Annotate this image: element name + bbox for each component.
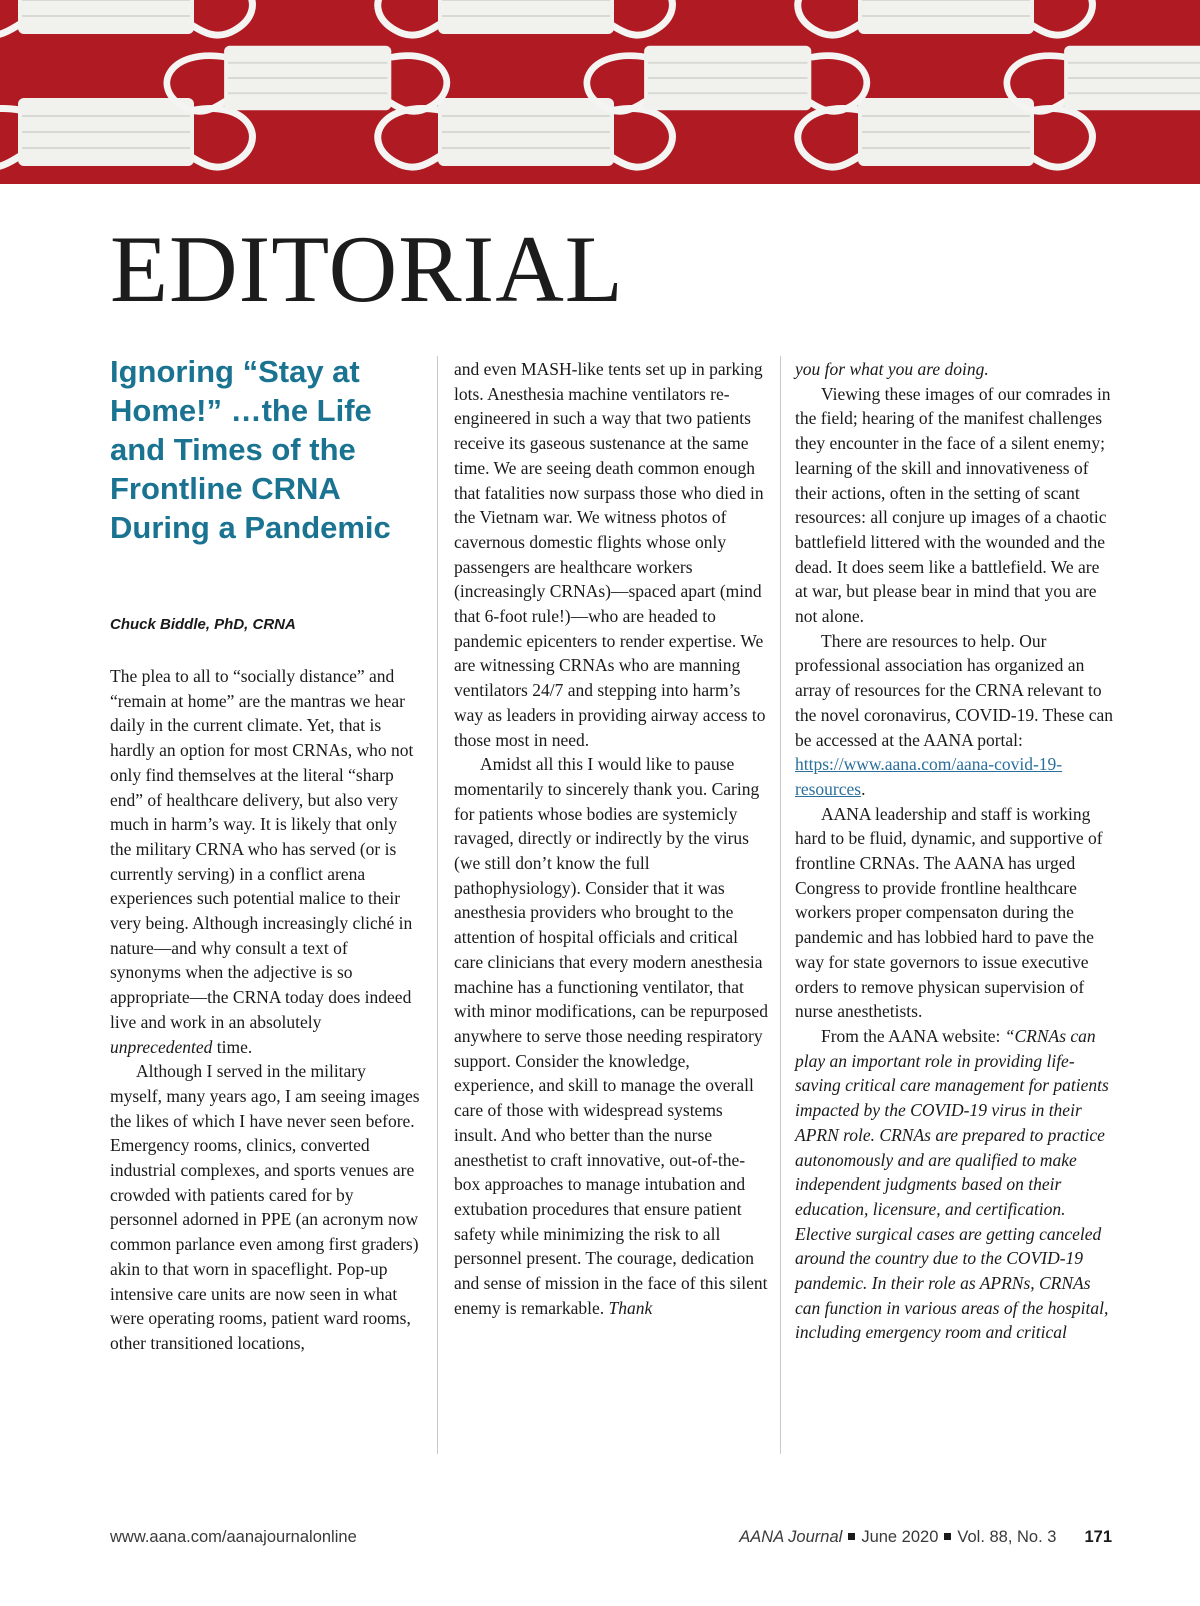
bullet-separator: [944, 1533, 951, 1540]
paragraph: There are resources to help. Our professional association has organized an array of resources for the CRNA relevant to the novel coronavirus, COVID-19. These can be accessed at the AANA portal: https://www.aana.com/aana-covid-19-resources.: [795, 630, 1113, 799]
body-column-1: [110, 664, 420, 1356]
column-divider: [437, 356, 438, 1454]
paragraph: Viewing these images of our comrades in the field; hearing of the manifest challenges they encounter in the face of a silent enemy; learning of the skill and innovativeness of their actions, often in the setting of scant resources: all conjure up images of a chaotic battlefield littered with the wounded and the dead. It does seem like a battlefield. We are at war, but please bear in mind that you are not alone.: [795, 383, 1111, 627]
paragraph: and even MASH-like tents set up in parking lots. Anesthesia machine ventilators re-engineered in such a way that two patients receive its gaseous sustenance at the same time. We are seeing death common enough that fatalities now surpass those who died in the Vietnam war. We witness photos of cavernous domestic flights whose only passengers are healthcare workers (increasingly CRNAs)—spaced apart (mind that 6-foot rule!)—who are headed to pandemic epicenters to render expertise. We are witnessing CRNAs who are manning ventilators 24/7 and stepping into harm’s way as leaders in providing airway access to those most in need.: [454, 359, 766, 750]
journal-name: AANA Journal: [739, 1528, 843, 1546]
issue-date: June 2020: [861, 1528, 939, 1546]
paragraph: AANA leadership and staff is working hard to be fluid, dynamic, and supportive of frontline CRNAs. The AANA has urged Congress to provide frontline healthcare workers proper compensaton during the pandemic and has lobbied hard to pave the way for state governors to issue executive orders to remove physican supervision of nurse anesthetists.: [795, 803, 1103, 1022]
body-column-3: [795, 357, 1115, 1345]
body-column-2: [454, 357, 770, 1320]
bullet-separator: [848, 1533, 855, 1540]
paragraph: The plea to all to “socially distance” and “remain at home” are the mantras we hear daily in the current climate. Yet, that is hardly an option for most CRNAs, who not only find themselves at the literal “sharp end” of healthcare delivery, but also very much in harm’s way. It is likely that only the military CRNA who has served (or is currently serving) in a conflict arena experiences such potential malice to their very being. Although increasingly cliché in nature—and why consult a text of synonyms when the adjective is so appropriate—the CRNA today does indeed live and work in an absolutely unprecedented time.: [110, 666, 414, 1057]
footer-citation: [739, 1528, 1112, 1547]
article-author: Chuck Biddle, PhD, CRNA: [110, 616, 296, 633]
column-divider: [780, 356, 781, 1454]
paragraph: From the AANA website: “CRNAs can play an important role in providing life-saving critical care management for patients impacted by the COVID-19 virus in their APRN role. CRNAs are prepared to practice autonomously and are qualified to make independent judgments based on their education, licensure, and certification. Elective surgical cases are getting canceled around the country due to the COVID-19 pandemic. In their role as APRNs, CRNAs can function in various areas of the hospital, including emergency room and critical: [795, 1025, 1109, 1343]
section-label: EDITORIAL: [110, 216, 624, 322]
aana-covid-resources-link[interactable]: https://www.aana.com/aana-covid-19-resources: [795, 754, 1063, 799]
paragraph: Although I served in the military myself, many years ago, I am seeing images the likes of which I have never seen before. Emergency rooms, clinics, converted industrial complexes, and sports venues are crowded with patients cared for by personnel adorned in PPE (an acronym now common parlance even among first graders) akin to that worn in spaceflight. Pop-up intensive care units are now seen in what were operating rooms, patient ward rooms, other transitioned locations,: [110, 1061, 420, 1353]
page-number: 171: [1084, 1528, 1112, 1546]
masks-banner-image: [0, 0, 1200, 184]
footer-journal-url[interactable]: www.aana.com/aanajournalonline: [110, 1528, 357, 1546]
volume-issue: Vol. 88, No. 3: [957, 1528, 1057, 1546]
paragraph: Amidst all this I would like to pause momentarily to sincerely thank you. Caring for patients whose bodies are systemicly ravaged, directly or indirectly by the virus (we still don’t know the full pathophysiology). Consider that it was anesthesia providers who brought to the attention of hospital officials and critical care clinicians that every modern anesthesia machine has a functioning ventilator, that with minor modifications, can be repurposed anywhere to serve those needing respiratory support. Consider the knowledge, experience, and skill to manage the overall care of those with widespread systems insult. And who better than the nurse anesthetist to craft innovative, out-of-the-box approaches to manage intubation and extubation procedures that ensure patient safety while minimizing the risk to all personnel present. The courage, dedication and sense of mission in the face of this silent enemy is remarkable. Thank: [454, 754, 768, 1318]
paragraph: you for what you are doing.: [795, 359, 989, 379]
article-title: Ignoring “Stay at Home!” …the Life and Times of the Frontline CRNA During a Pandemic: [110, 354, 391, 545]
